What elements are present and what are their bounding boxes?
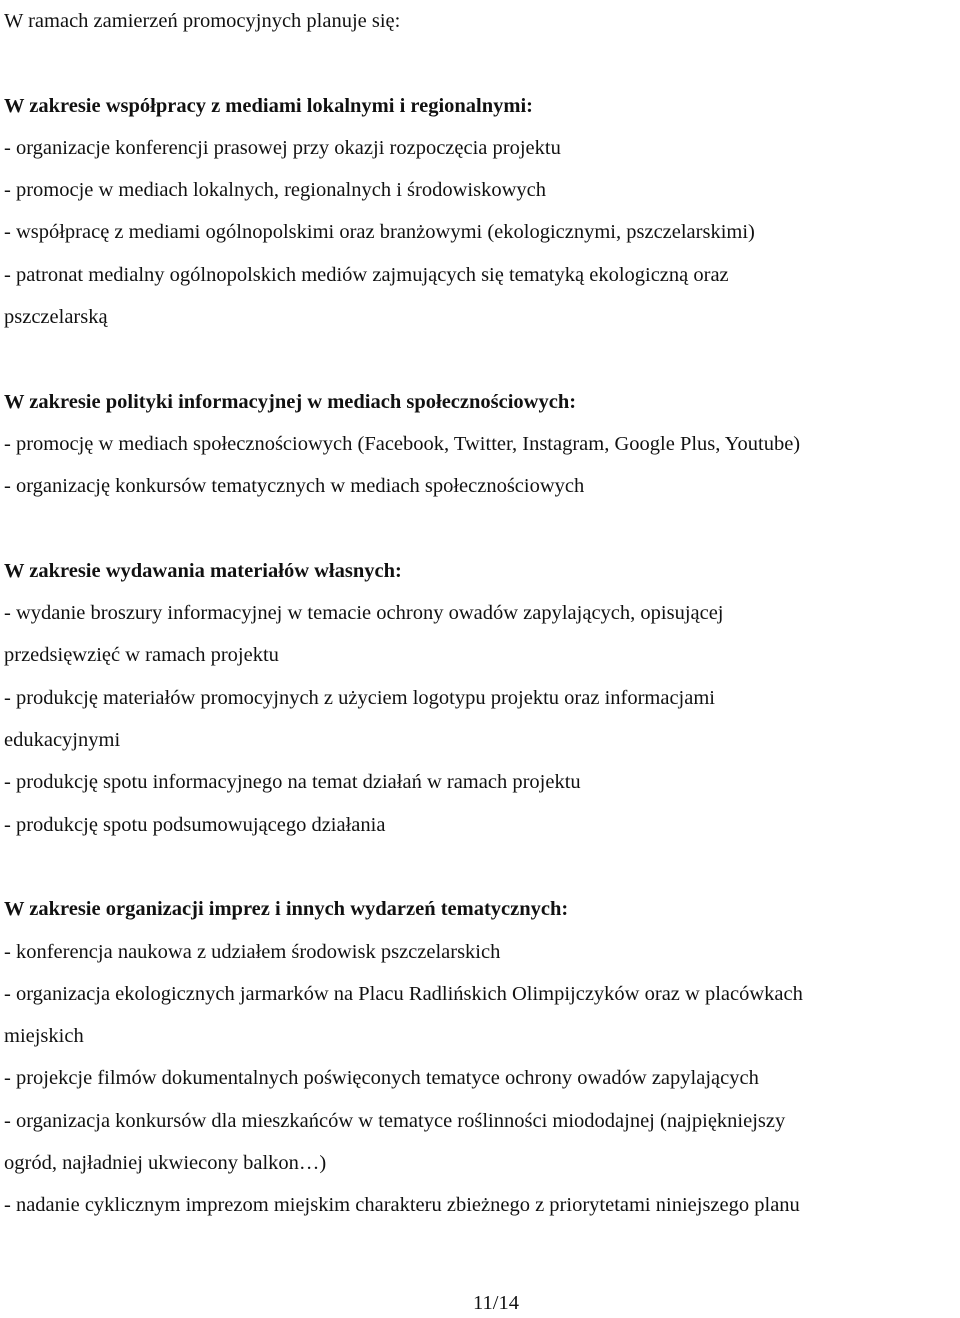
list-item: - współpracę z mediami ogólnopolskimi oraz branżowymi (ekologicznymi, pszczelarskimi) [4,221,755,244]
list-item: - organizacja ekologicznych jarmarków na Placu Radlińskich Olimpijczyków oraz w placówkach [4,982,803,1005]
list-item: - organizacja konkursów dla mieszkańców w tematyce roślinności miododajnej (najpiękniejszy [4,1109,786,1132]
list-item: - produkcję spotu informacyjnego na temat działań w ramach projektu [4,771,581,794]
section-heading: W zakresie współpracy z mediami lokalnymi i regionalnymi: [4,94,534,117]
section-media-cooperation [4,85,956,339]
section-heading: W zakresie polityki informacyjnej w mediach społecznościowych: [4,390,577,413]
list-item: przedsięwzięć w ramach projektu [4,644,279,667]
list-item: miejskich [4,1025,84,1048]
list-item: - projekcje filmów dokumentalnych poświęconych tematyce ochrony owadów zapylających [4,1067,759,1090]
list-item: - organizację konkursów tematycznych w mediach społecznościowych [4,475,585,498]
list-item: - konferencja naukowa z udziałem środowisk pszczelarskich [4,940,501,963]
section-heading: W zakresie organizacji imprez i innych wydarzeń tematycznych: [4,898,569,921]
intro-text: W ramach zamierzeń promocyjnych planuje się: [4,10,401,32]
section-own-materials [4,550,956,846]
list-item: - promocję w mediach społecznościowych (Facebook, Twitter, Instagram, Google Plus, Youtube) [4,432,801,455]
list-item: ogród, najładniej ukwiecony balkon…) [4,1152,327,1175]
section-heading: W zakresie wydawania materiałów własnych: [4,559,402,582]
list-item: - organizacje konferencji prasowej przy okazji rozpoczęcia projektu [4,136,561,159]
list-item: - produkcję spotu podsumowującego działania [4,813,386,836]
list-item: - nadanie cyklicznym imprezom miejskim charakteru zbieżnego z priorytetami niniejszego planu [4,1194,800,1217]
list-item: edukacyjnymi [4,729,121,752]
document-page [4,0,956,1227]
list-item: - wydanie broszury informacyjnej w temacie ochrony owadów zapylających, opisującej [4,602,724,625]
page-number: 11/14 [473,1292,519,1314]
list-item: pszczelarską [4,306,108,329]
list-item: - promocje w mediach lokalnych, regionalnych i środowiskowych [4,179,546,202]
list-item: - produkcję materiałów promocyjnych z użyciem logotypu projektu oraz informacjami [4,686,715,709]
section-events [4,888,956,1226]
section-social-media-policy [4,381,956,508]
list-item: - patronat medialny ogólnopolskich mediów zajmujących się tematyką ekologiczną oraz [4,263,729,286]
